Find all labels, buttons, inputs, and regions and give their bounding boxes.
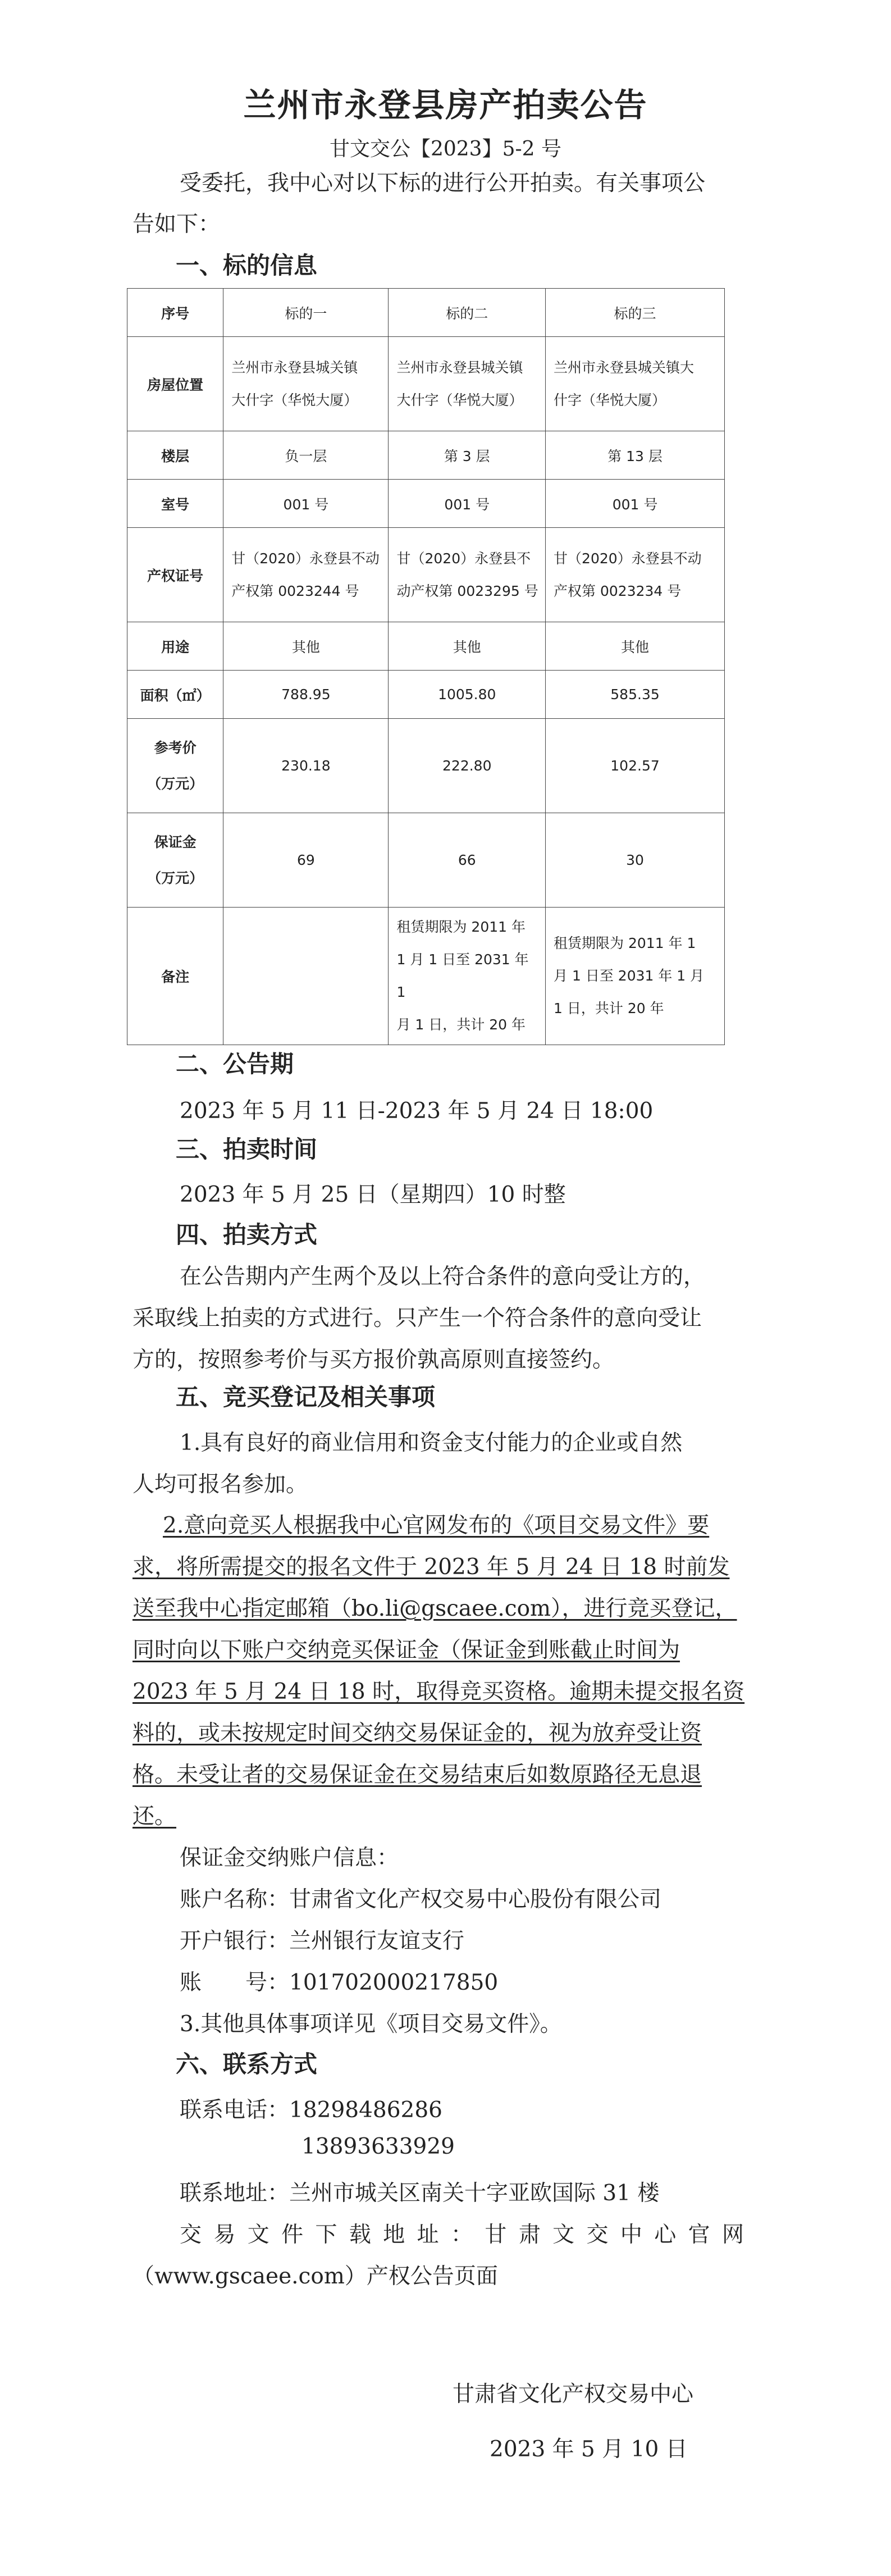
- table-cell: [389, 908, 546, 1045]
- table-row: [127, 719, 725, 813]
- account-number-row: [180, 1965, 498, 1996]
- table-row: [127, 480, 725, 528]
- table-cell: [389, 528, 546, 622]
- registration-item1-line-2: 人均可报名参加。: [132, 1472, 308, 1497]
- registration-item2-line-2: 求，将所需提交的报名文件于 2023 年 5 月 24 日 18 时前发: [132, 1554, 730, 1580]
- contact-phone-label: 联系电话：: [180, 2098, 290, 2123]
- table-cell: 第 13 层: [546, 431, 725, 480]
- table-row-label: 面积（㎡）: [127, 671, 223, 719]
- table-row-label: 楼层: [127, 431, 223, 480]
- section-heading-target-info: 一、标的信息: [176, 252, 318, 279]
- table-row-label-line: （万元）: [147, 775, 204, 792]
- table-cell: 其他: [223, 622, 389, 671]
- download-line-2: （www.gscaee.com）产权公告页面: [132, 2264, 498, 2289]
- table-cell: [546, 908, 725, 1045]
- table-header-row: [127, 289, 725, 337]
- intro-line-1: 受委托，我中心对以下标的进行公开拍卖。有关事项公: [180, 171, 706, 196]
- table-cell: [223, 908, 389, 1045]
- signature-date: 2023 年 5 月 10 日: [490, 2437, 688, 2462]
- table-cell-line: 什字（华悦大厦）: [554, 391, 666, 408]
- table-cell-line: 兰州市永登县城关镇: [231, 359, 358, 376]
- table-cell-line: 甘（2020）永登县不动: [231, 550, 380, 567]
- contact-address: 联系地址：兰州市城关区南关十字亚欧国际 31 楼: [180, 2181, 660, 2206]
- table-row: [127, 813, 725, 908]
- table-row-label: 用途: [127, 622, 223, 671]
- table-cell: 001 号: [389, 480, 546, 528]
- auction-method-line-3: 方的，按照参考价与买方报价孰高原则直接签约。: [132, 1347, 615, 1373]
- registration-item2-line-4: 同时向以下账户交纳竞买保证金（保证金到账截止时间为: [132, 1638, 680, 1663]
- table-cell: [546, 528, 725, 622]
- table-row-label-line: 保证金: [154, 833, 197, 850]
- contact-phone-row: [180, 2092, 442, 2124]
- account-name: 账户名称：甘肃省文化产权交易中心股份有限公司: [180, 1887, 662, 1912]
- account-bank: 开户银行：兰州银行友谊支行: [180, 1928, 465, 1954]
- account-number: 101702000217850: [289, 1970, 499, 1995]
- section-heading-contact: 六、联系方式: [176, 2050, 318, 2078]
- registration-item3: 3.其他具体事项详见《项目交易文件》。: [180, 2012, 562, 2037]
- section-heading-auction-method: 四、拍卖方式: [176, 1221, 318, 1248]
- contact-phone-1: 18298486286: [289, 2098, 442, 2123]
- table-row: [127, 622, 725, 671]
- table-cell: 788.95: [223, 671, 389, 719]
- table-cell: 585.35: [546, 671, 725, 719]
- table-cell-line: 大什字（华悦大厦）: [396, 391, 523, 408]
- table-cell: 001 号: [546, 480, 725, 528]
- table-row-label: [127, 719, 223, 813]
- auction-time-text: 2023 年 5 月 25 日（星期四）10 时整: [180, 1182, 566, 1207]
- table-cell: 30: [546, 813, 725, 908]
- signature-organization: 甘肃省文化产权交易中心: [453, 2382, 694, 2407]
- section-heading-registration: 五、竞买登记及相关事项: [176, 1383, 436, 1411]
- table-row-label: 产权证号: [127, 528, 223, 622]
- section-heading-announcement-period: 二、公告期: [176, 1050, 294, 1078]
- registration-item2-line-6: 料的，或未按规定时间交纳交易保证金的，视为放弃受让资: [132, 1721, 702, 1746]
- registration-item2-line-7: 格。未受让者的交易保证金在交易结束后如数原路径无息退: [132, 1762, 702, 1788]
- table-cell-line: 产权第 0023234 号: [554, 582, 682, 599]
- table-row: [127, 337, 725, 431]
- table-row-label: 备注: [127, 908, 223, 1045]
- table-row: [127, 528, 725, 622]
- table-cell-line: 甘（2020）永登县不动: [554, 550, 702, 567]
- table-cell-line: 租赁期限为 2011 年: [396, 919, 526, 935]
- table-row: [127, 431, 725, 480]
- table-cell-line: 1 日，共计 20 年: [554, 1000, 664, 1016]
- table-row-label: 室号: [127, 480, 223, 528]
- table-cell-line: 兰州市永登县城关镇: [396, 359, 523, 376]
- table-cell: 66: [389, 813, 546, 908]
- account-info-title: 保证金交纳账户信息：: [180, 1845, 399, 1871]
- table-cell: [546, 337, 725, 431]
- table-row: [127, 671, 725, 719]
- target-info-table: [127, 288, 725, 1045]
- table-header-target-1: 标的一: [223, 289, 389, 337]
- table-cell: 69: [223, 813, 389, 908]
- table-cell: 230.18: [223, 719, 389, 813]
- table-cell-line: 甘（2020）永登县不: [396, 550, 531, 567]
- section-heading-auction-time: 三、拍卖时间: [176, 1136, 318, 1163]
- table-cell-line: 产权第 0023244 号: [231, 582, 359, 599]
- announcement-period-text: 2023 年 5 月 11 日-2023 年 5 月 24 日 18:00: [180, 1098, 654, 1124]
- table-cell-line: 租赁期限为 2011 年 1: [554, 935, 696, 951]
- table-header-index: 序号: [127, 289, 223, 337]
- table-cell: [389, 337, 546, 431]
- table-cell: 其他: [546, 622, 725, 671]
- table-header-target-3: 标的三: [546, 289, 725, 337]
- table-row-label-line: （万元）: [147, 869, 204, 886]
- table-cell: 第 3 层: [389, 431, 546, 480]
- auction-method-line-1: 在公告期内产生两个及以上符合条件的意向受让方的，: [180, 1264, 706, 1289]
- table-row-label: 房屋位置: [127, 337, 223, 431]
- auction-method-line-2: 采取线上拍卖的方式进行。只产生一个符合条件的意向受让: [132, 1306, 702, 1331]
- table-header-target-2: 标的二: [389, 289, 546, 337]
- intro-line-2: 告如下：: [132, 212, 221, 237]
- registration-item1-line-1: 1.具有良好的商业信用和资金支付能力的企业或自然: [180, 1430, 683, 1456]
- contact-phone-2: 13893633929: [301, 2134, 455, 2159]
- table-cell-line: 动产权第 0023295 号: [396, 582, 538, 599]
- registration-item2-line-3: 送至我中心指定邮箱（bo.li@gscaee.com），进行竞买登记，: [132, 1596, 737, 1621]
- table-cell: [223, 337, 389, 431]
- table-row-label-line: 参考价: [154, 739, 197, 756]
- table-row: [127, 908, 725, 1045]
- registration-item2-line-1: 2.意向竞买人根据我中心官网发布的《项目交易文件》要: [163, 1513, 710, 1538]
- download-line-1: 交易文件下载地址：甘肃文交中心官网: [180, 2222, 744, 2247]
- registration-item2-line-5: 2023 年 5 月 24 日 18 时，取得竞买资格。逾期未提交报名资: [132, 1679, 745, 1704]
- table-cell: 001 号: [223, 480, 389, 528]
- table-cell-line: 大什字（华悦大厦）: [231, 391, 358, 408]
- table-row-label: [127, 813, 223, 908]
- table-cell: 负一层: [223, 431, 389, 480]
- table-cell: 222.80: [389, 719, 546, 813]
- table-cell-line: 月 1 日，共计 20 年: [396, 1016, 526, 1033]
- table-cell-line: 1 月 1 日至 2031 年 1: [396, 951, 529, 1000]
- table-cell: 102.57: [546, 719, 725, 813]
- registration-item2-line-8: 还。: [132, 1804, 177, 1829]
- page-title: 兰州市永登县房产拍卖公告: [243, 86, 648, 124]
- table-cell: 1005.80: [389, 671, 546, 719]
- table-cell-line: 月 1 日至 2031 年 1 月: [554, 968, 705, 984]
- account-number-label: 账 号：: [180, 1970, 290, 1995]
- table-cell-line: 兰州市永登县城关镇大: [554, 359, 694, 376]
- table-cell: [223, 528, 389, 622]
- table-cell: 其他: [389, 622, 546, 671]
- document-number: 甘文交公【2023】5-2 号: [329, 138, 562, 161]
